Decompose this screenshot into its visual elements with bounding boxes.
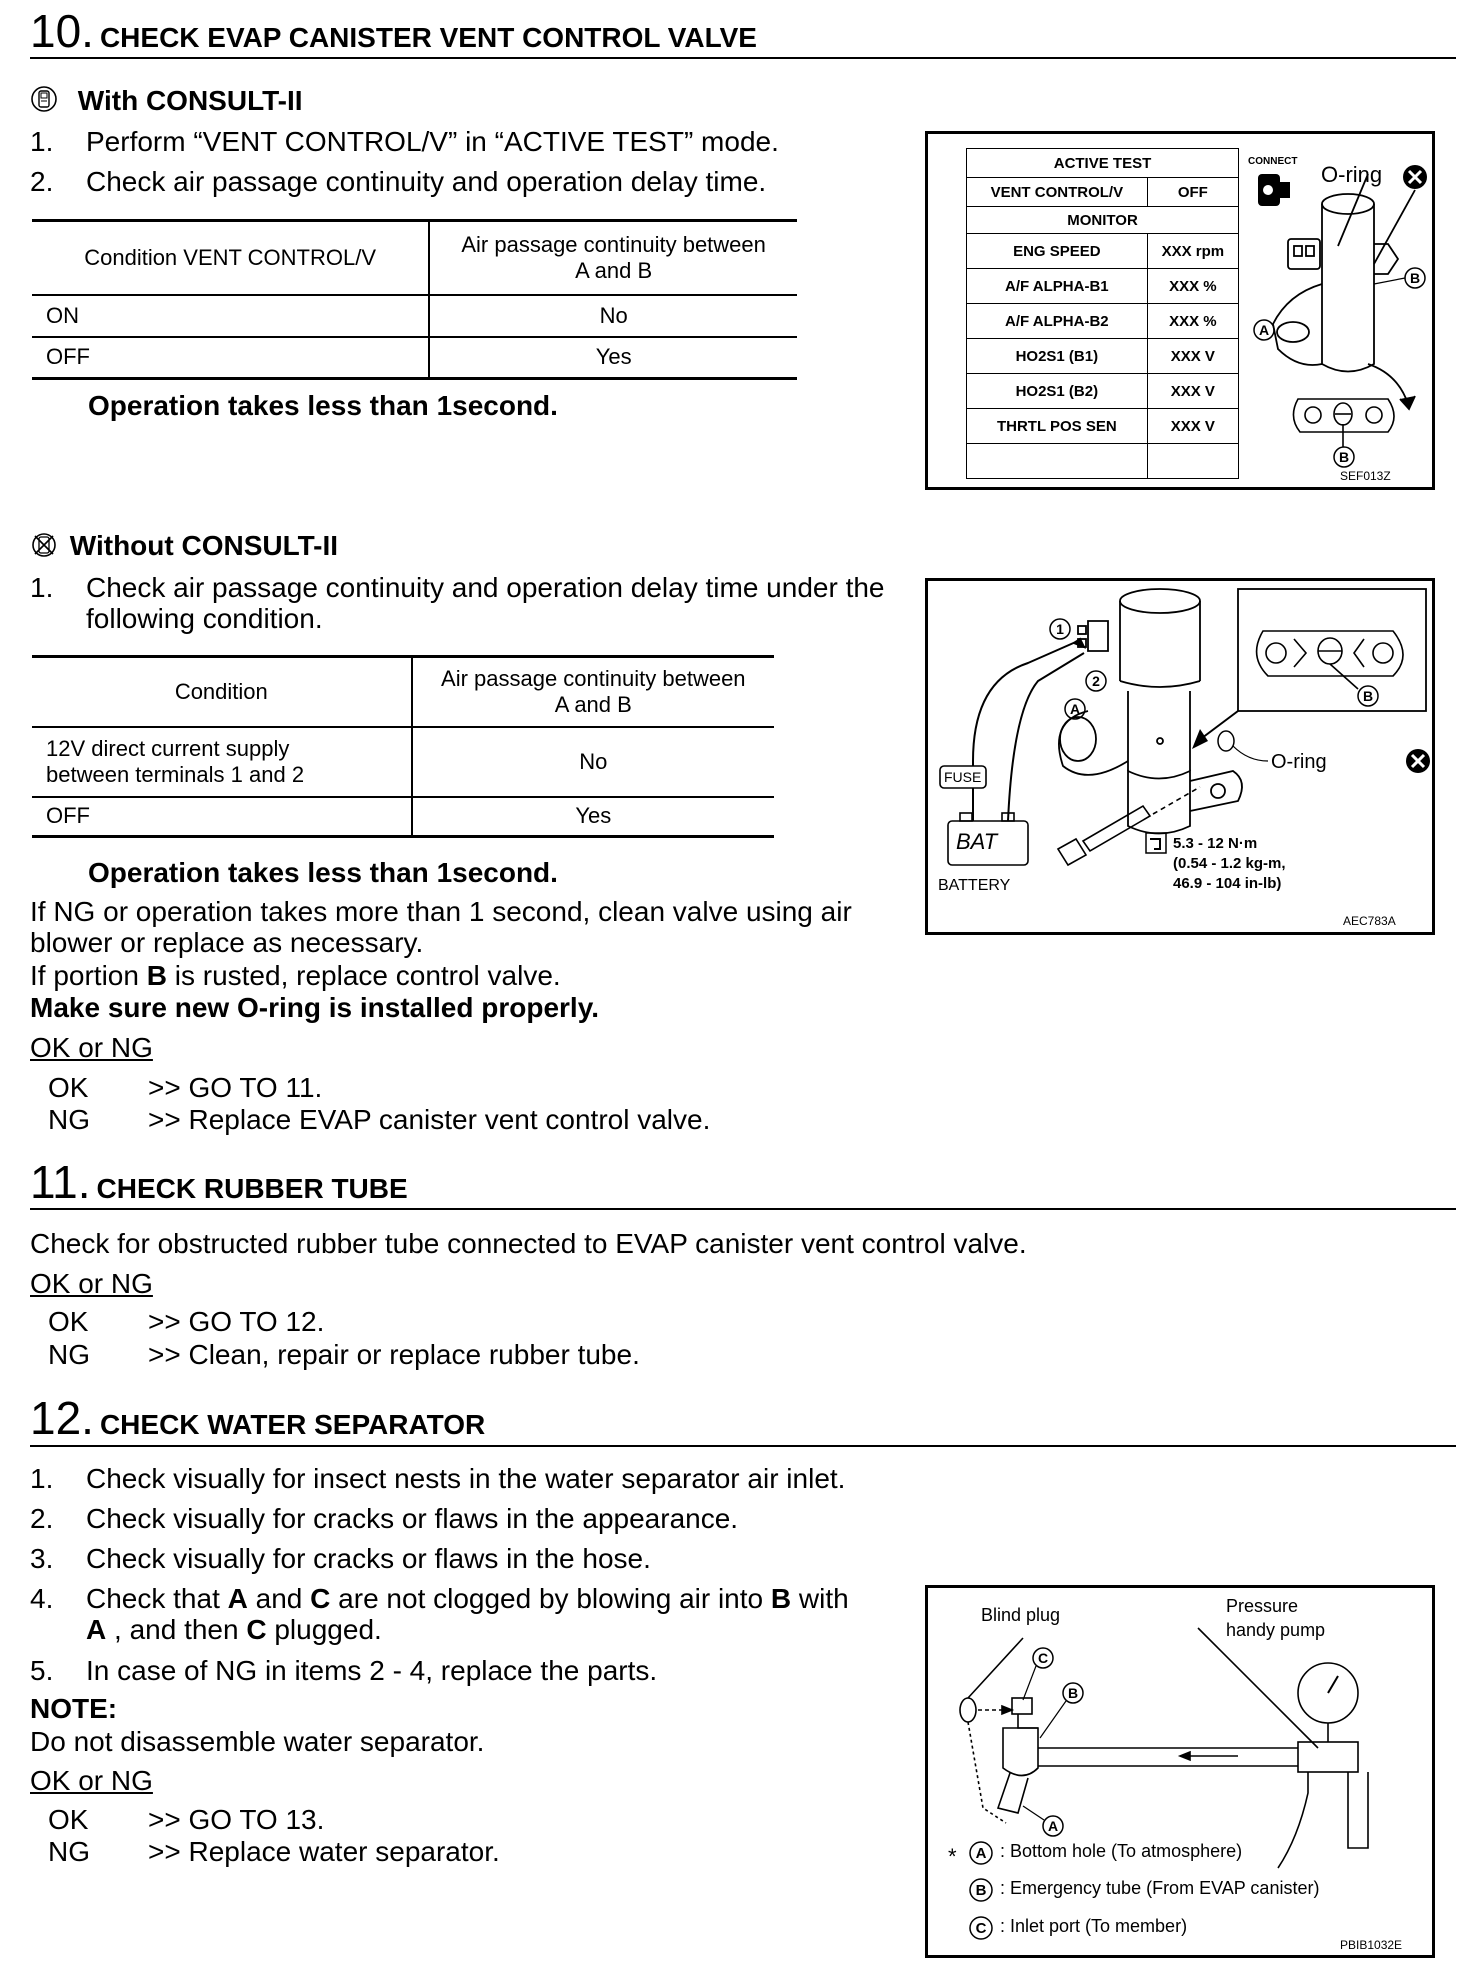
marker-b-1: [1374, 268, 1425, 288]
oring-note: Make sure new O-ring is installed properly.: [30, 992, 599, 1023]
table1-header-continuity: Air passage continuity between A and B: [429, 221, 797, 295]
figure-id-pbib1032e: PBIB1032E: [1340, 1938, 1403, 1952]
ok-result-10: OK >> GO TO 11.: [48, 1072, 323, 1103]
note-text: Do not disassemble water separator.: [30, 1726, 485, 1757]
torque-wrench-icon: [1146, 833, 1166, 853]
table2-row-12v-result: No: [412, 727, 774, 797]
table1-row-on-condition: ON: [32, 295, 429, 337]
svg-text:B: B: [1409, 270, 1421, 286]
svg-text:A: A: [1069, 701, 1081, 717]
ng-result-11: NG >> Clean, repair or replace rubber tube.: [48, 1339, 640, 1370]
section-10-heading: CHECK EVAP CANISTER VENT CONTROL VALVE: [99, 22, 757, 53]
gasket-1: [1293, 399, 1394, 447]
section-12-title: [30, 1391, 485, 1445]
operation-note-1: Operation takes less than 1second.: [88, 390, 558, 421]
svg-text:C: C: [1037, 1650, 1049, 1666]
marker-a-3: [1023, 1806, 1063, 1836]
table2-row-12v-condition: 12V direct current supply between terminals 1 and 2: [32, 727, 412, 797]
section-10-rule: [30, 57, 1456, 59]
with-consult-label: With CONSULT-II: [77, 85, 303, 116]
section-12-heading: CHECK WATER SEPARATOR: [99, 1409, 486, 1440]
test-leads: [973, 639, 1084, 821]
separator-assembly: [960, 1628, 1368, 1868]
water-separator-drawing: [928, 1588, 1432, 1955]
with-consult-heading: [30, 84, 303, 117]
monitor-item: A/F ALPHA-B1: [967, 269, 1148, 304]
monitor-item: THRTL POS SEN: [967, 409, 1148, 444]
rubber-tube-instruction: Check for obstructed rubber tube connected to EVAP canister vent control valve.: [30, 1228, 1027, 1259]
connect-plug-icon: [1258, 174, 1290, 206]
monitor-value: XXX rpm: [1147, 234, 1238, 269]
monitor-value: XXX %: [1147, 269, 1238, 304]
svg-text:B: B: [975, 1882, 987, 1899]
marker-a-2: [1065, 699, 1085, 719]
section-11-heading: CHECK RUBBER TUBE: [96, 1173, 408, 1204]
vent-valve-drawing: [928, 134, 1432, 487]
monitor-value: XXX V: [1147, 374, 1238, 409]
table1-row-on-result: No: [429, 295, 797, 337]
section-12-rule: [30, 1445, 1456, 1447]
bat-label: BAT: [956, 829, 998, 854]
svg-text:B: B: [1338, 449, 1350, 465]
svg-text:A: A: [975, 1845, 987, 1862]
figure-id-sef013z: SEF013Z: [1340, 469, 1391, 483]
with-step-2: 2. Check air passage continuity and operation delay time.: [30, 166, 767, 197]
monitor-label: MONITOR: [967, 207, 1239, 234]
svg-text:C: C: [975, 1920, 987, 1937]
monitor-value: XXX V: [1147, 409, 1238, 444]
blind-plug-label: Blind plug: [981, 1605, 1061, 1625]
section-10-title: [30, 4, 757, 58]
fuse-label: FUSE: [944, 769, 982, 785]
table2-row-off-condition: OFF: [32, 797, 412, 837]
legend-star: *: [948, 1844, 957, 1869]
svg-text:B: B: [1067, 1685, 1079, 1701]
inset-gasket: [1257, 631, 1403, 689]
no-consult-condition-table: [32, 655, 774, 838]
legend-b-text: : Emergency tube (From EVAP canister): [1000, 1878, 1320, 1898]
marker-b-4: [1040, 1683, 1083, 1738]
ws-step-1: 1. Check visually for insect nests in the water separator air inlet.: [30, 1463, 846, 1494]
active-test-title: ACTIVE TEST: [967, 149, 1239, 178]
legend-a-text: : Bottom hole (To atmosphere): [1000, 1841, 1243, 1861]
marker-c-1: [1023, 1648, 1053, 1700]
monitor-item: A/F ALPHA-B2: [967, 304, 1148, 339]
marker-b-2: [1334, 447, 1354, 467]
ng-instruction: If NG or operation takes more than 1 second, clean valve using air blower or replace as necessary.: [30, 896, 852, 958]
ws-step-3: 3. Check visually for cracks or flaws in the hose.: [30, 1543, 651, 1574]
with-step-1: 1. Perform “VENT CONTROL/V” in “ACTIVE TEST” mode.: [30, 126, 779, 157]
figure-pbib1032e: [925, 1585, 1435, 1958]
no-consult-icon: [30, 531, 58, 559]
oring-label-2: O-ring: [1271, 751, 1327, 773]
marker-b-3: [1358, 686, 1378, 706]
svg-text:1: 1: [1056, 621, 1064, 637]
section-12-number: 12.: [30, 1392, 94, 1444]
x-mark-icon-2: [1406, 749, 1430, 773]
section-11-title: [30, 1155, 408, 1209]
legend-c-text: : Inlet port (To member): [1000, 1916, 1188, 1936]
x-mark-icon-1: [1403, 165, 1427, 189]
svg-text:A: A: [1258, 322, 1270, 338]
figure-aec783a: [925, 578, 1435, 935]
consult-icon: [30, 84, 60, 114]
okng-label-11: OK or NG: [30, 1268, 153, 1299]
torque-spec: 5.3 - 12 N·m (0.54 - 1.2 kg-m, 46.9 - 104 in-lb): [1173, 835, 1286, 892]
marker-a-1: [1254, 320, 1274, 340]
ws-step-5: 5. In case of NG in items 2 - 4, replace the parts.: [30, 1655, 658, 1686]
vent-control-label: VENT CONTROL/V: [967, 178, 1148, 207]
without-consult-heading: [30, 530, 338, 562]
marker-1: [1050, 619, 1070, 639]
valve-body: [1273, 174, 1415, 409]
section-10-number: 10.: [30, 5, 94, 57]
valve-body-2: [1059, 589, 1242, 834]
consult-condition-table: [32, 219, 797, 380]
table2-header-continuity: Air passage continuity between A and B: [412, 657, 774, 727]
table2-header-condition: Condition: [32, 657, 412, 727]
svg-text:2: 2: [1092, 673, 1100, 689]
oring-label-1: O-ring: [1321, 162, 1383, 187]
vent-control-value: OFF: [1147, 178, 1238, 207]
svg-text:A: A: [1047, 1818, 1059, 1834]
monitor-value: XXX %: [1147, 304, 1238, 339]
ng-result-12: NG >> Replace water separator.: [48, 1836, 500, 1867]
figure-id-aec783a: AEC783A: [1343, 914, 1396, 928]
connect-label: CONNECT: [1248, 156, 1298, 167]
note-label: NOTE:: [30, 1693, 118, 1724]
rust-instruction: If portion B is rusted, replace control valve.: [30, 960, 561, 991]
legend-marker-a: [970, 1842, 992, 1864]
monitor-item: HO2S1 (B2): [967, 374, 1148, 409]
ws-step-4: 4. Check that A and C are not clogged by blowing air into B with A , and then C plugged.: [30, 1583, 849, 1645]
table1-row-off-condition: OFF: [32, 337, 429, 379]
svg-text:B: B: [1362, 688, 1374, 704]
monitor-item: HO2S1 (B1): [967, 339, 1148, 374]
figure-sef013z: [925, 131, 1435, 490]
pump-label: Pressure handy pump: [1226, 1596, 1326, 1640]
monitor-value: XXX V: [1147, 339, 1238, 374]
ok-result-11: OK >> GO TO 12.: [48, 1306, 325, 1337]
legend-marker-c: [970, 1917, 992, 1939]
legend-marker-b: [970, 1879, 992, 1901]
okng-label-12: OK or NG: [30, 1765, 153, 1796]
without-consult-label: Without CONSULT-II: [69, 530, 339, 561]
okng-label-10: OK or NG: [30, 1032, 153, 1063]
section-11-number: 11.: [30, 1156, 91, 1208]
operation-note-2: Operation takes less than 1second.: [88, 857, 558, 888]
monitor-item: ENG SPEED: [967, 234, 1148, 269]
section-11-rule: [30, 1208, 1456, 1210]
ws-step-2: 2. Check visually for cracks or flaws in the appearance.: [30, 1503, 739, 1534]
battery-label: BATTERY: [938, 877, 1011, 894]
ok-result-12: OK >> GO TO 13.: [48, 1804, 325, 1835]
without-step-1: 1. Check air passage continuity and operation delay time under the following condition.: [30, 572, 885, 634]
ng-result-10: NG >> Replace EVAP canister vent control valve.: [48, 1104, 711, 1135]
table2-row-off-result: Yes: [412, 797, 774, 837]
table1-header-condition: Condition VENT CONTROL/V: [32, 221, 429, 295]
marker-2: [1086, 671, 1106, 691]
table1-row-off-result: Yes: [429, 337, 797, 379]
oring-shape: [1218, 731, 1234, 751]
